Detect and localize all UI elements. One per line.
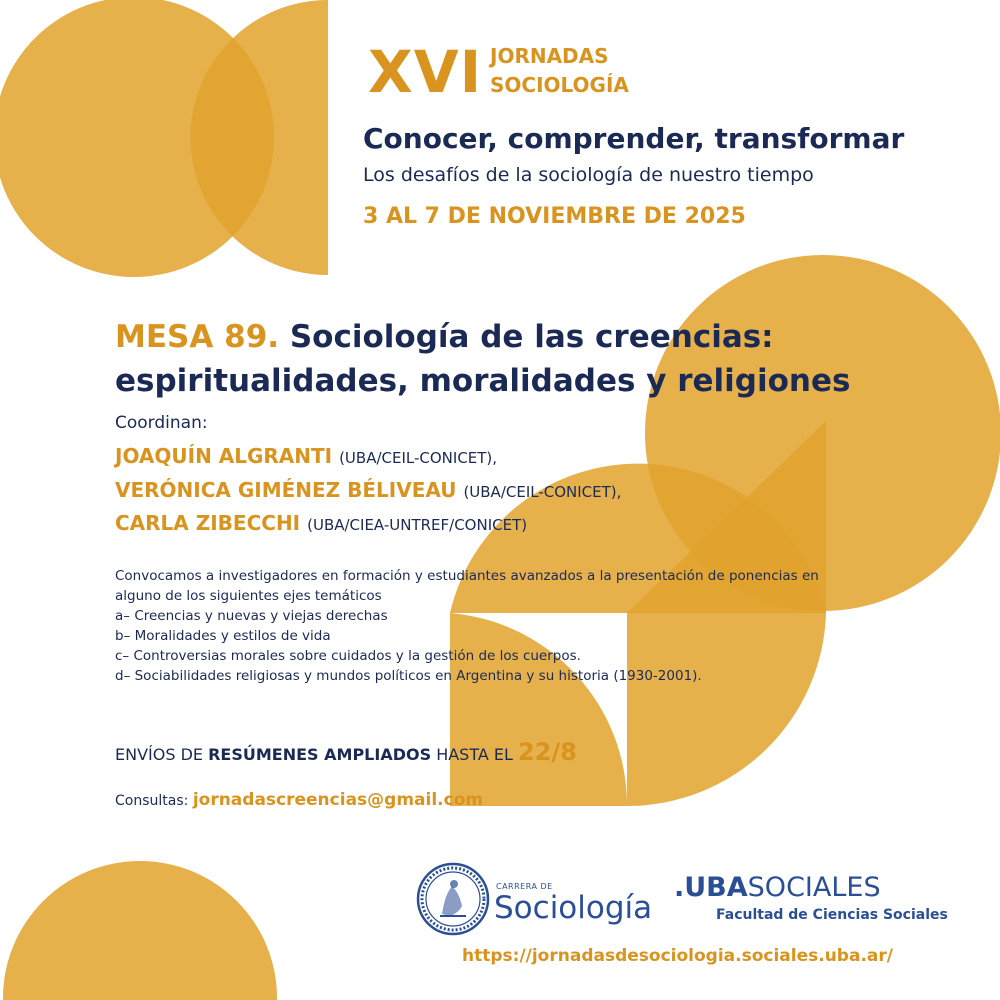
thematic-axis: a– Creencias y nuevas y viejas derechas — [115, 608, 388, 624]
coordinators-label: Coordinan: — [115, 413, 208, 433]
event-name-line1: JORNADAS — [490, 44, 609, 68]
event-name — [490, 42, 629, 100]
deadline-mid: HASTA EL — [436, 745, 513, 764]
call-for-papers — [115, 566, 819, 686]
thematic-axis: c– Controversias morales sobre cuidados y la gestión de los cuerpos. — [115, 648, 581, 664]
motto: Conocer, comprender, transformar — [363, 122, 905, 155]
carrera-name: Sociología — [494, 890, 653, 926]
coordinator-name: CARLA ZIBECCHI — [115, 511, 301, 535]
coordinator-1 — [115, 444, 497, 468]
coordinator-2 — [115, 478, 621, 502]
mesa-title-text1: Sociología de las creencias: — [289, 319, 774, 355]
edition-number: XVI — [368, 38, 483, 106]
deadline-bold: RESÚMENES AMPLIADOS — [208, 745, 432, 764]
website-link[interactable]: https://jornadasdesociologia.sociales.uba.ar/ — [462, 946, 893, 966]
thematic-axis: b– Moralidades y estilos de vida — [115, 628, 331, 644]
call-intro-line1: Convocamos a investigadores en formación y estudiantes avanzados a la presentación de ponencias en — [115, 568, 819, 584]
mesa-number: MESA 89. — [115, 319, 280, 355]
coordinator-affiliation: (UBA/CEIL-CONICET), — [463, 483, 622, 501]
uba-logo-thin: SOCIALES — [747, 872, 881, 903]
thematic-axis: d– Sociabilidades religiosas y mundos políticos en Argentina y su historia (1930-2001). — [115, 668, 702, 684]
contact-label: Consultas: — [115, 793, 189, 809]
bottom-left-circle — [3, 861, 277, 1000]
deadline-date: 22/8 — [518, 738, 577, 766]
subtitle: Los desafíos de la sociología de nuestro tiempo — [363, 164, 814, 186]
mesa-title — [115, 315, 850, 403]
coordinator-3 — [115, 511, 527, 535]
mesa-title-line1 — [115, 315, 850, 359]
university-seal-icon — [416, 862, 490, 936]
event-dates: 3 AL 7 DE NOVIEMBRE DE 2025 — [363, 204, 746, 229]
mesa-title-line2: espiritualidades, moralidades y religiones — [115, 363, 851, 399]
coordinator-name: JOAQUÍN ALGRANTI — [115, 444, 333, 468]
carrera-label: CARRERA DE — [496, 882, 553, 891]
deadline-prefix: ENVÍOS DE — [115, 745, 204, 764]
call-intro-line2: alguno de los siguientes ejes temáticos — [115, 588, 382, 604]
contact-email-link[interactable]: jornadascreencias@gmail.com — [192, 790, 484, 810]
uba-sociales-logo — [674, 872, 881, 903]
coordinator-name: VERÓNICA GIMÉNEZ BÉLIVEAU — [115, 478, 457, 502]
uba-logo-bold: .UBA — [674, 872, 748, 903]
submission-deadline — [115, 738, 577, 766]
event-name-line2: SOCIOLOGÍA — [490, 73, 629, 97]
faculty-name: Facultad de Ciencias Sociales — [716, 907, 948, 923]
coordinator-affiliation: (UBA/CEIL-CONICET), — [339, 449, 498, 467]
coordinator-affiliation: (UBA/CIEA-UNTREF/CONICET) — [307, 516, 528, 534]
contact — [115, 790, 483, 810]
